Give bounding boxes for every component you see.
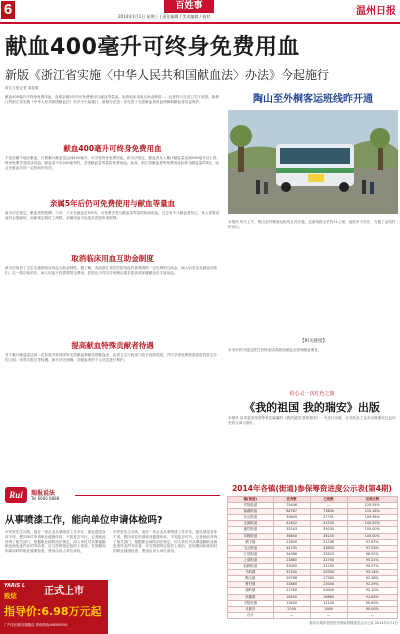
ruibao-logo: Rui bao: [5, 487, 27, 503]
table-cell: 21760: [273, 588, 310, 594]
table-cell: —: [347, 612, 397, 618]
table-cell: 97.87%: [347, 539, 397, 545]
table-cell: 东山街道: [228, 515, 274, 521]
table-title: 2014年各镇(街道)参保筹资进度公示表(第4期): [232, 484, 392, 493]
table-cell: 马屿镇: [228, 570, 274, 576]
table-cell: 109.58%: [347, 515, 397, 521]
table-cell: 93.14%: [347, 570, 397, 576]
career-body-right: 市民张先生反映，他在一家企业从事喷漆工作多年，最近感觉身体不适，想向单位申请职业健康体检，不知是否可行。记者就此咨询了相关部门，根据职业病防治法规定，用人单位对从事接触职业病危害作业的劳动者，应当按照规定组织上岗前、在岗期间和离岗时的职业健康检查，费用由用人单位承担。: [113, 530, 218, 554]
table-cell: 31500: [273, 570, 310, 576]
table-cell: 90.00%: [347, 606, 397, 612]
main-headline: 献血400毫升可终身免费用血: [5, 35, 300, 60]
ruibao-title: 瑞报说法: [31, 490, 56, 497]
table-cell: 安阳街道: [228, 503, 274, 509]
table-cell: 18400: [273, 594, 310, 600]
table-cell: 北麂乡: [228, 606, 274, 612]
section-body: 新办法取消了过去实施的临床用血互助金制度。据了解，此前浙江省在医院用血时需要缴纳一定比例的互助金，病人如有亲友献血可抵扣。这一做法取消后，病人用血不再需要预交费用，医院也不得以任何理由要求患者或家属献血后才能用血。: [5, 266, 218, 275]
table-cell: 30649: [273, 515, 310, 521]
masthead-logo: 温州日报: [356, 6, 396, 17]
gift-kicker: 给心灵一次红色之旅: [289, 391, 335, 397]
table-cell: 36840: [273, 533, 310, 539]
ad-launch: 正式上市: [44, 586, 84, 597]
page-number: 6: [1, 1, 15, 19]
table-cell: 12140: [310, 600, 347, 606]
ruibao-banner: [5, 487, 220, 516]
enrollment-table: [227, 496, 398, 619]
ad-model: YARiS L: [4, 583, 26, 589]
table-cell: 平阳坑镇: [228, 600, 274, 606]
table-cell: 27791: [310, 515, 347, 521]
table-cell: 35030: [310, 527, 347, 533]
section-title: 提高献血特殊贡献者待遇: [71, 341, 154, 350]
table-cell: 21800: [273, 539, 310, 545]
table-cell: 上望街道: [228, 557, 274, 563]
table-cell: 23880: [273, 582, 310, 588]
page-header: [0, 0, 400, 22]
lead-paragraph: 献血400毫升可终身免费用血，直系亲属5年内可免费使用与献血等量血。取消临床用血互助金制度……记者昨天从省卫生厅获悉，新修订的浙江省实施《中华人民共和国献血法》办法今天起施行，新版办法进一步完善了无偿献血者用血保障和献血者权益保护。: [5, 95, 219, 104]
table-cell: 陶山镇: [228, 576, 274, 582]
ad-brand: 致炫: [4, 592, 17, 600]
table-cell: 20040: [310, 588, 347, 594]
table-cell: 92.10%: [347, 588, 397, 594]
table-cell: 2200: [273, 606, 310, 612]
table-cell: 41602: [273, 521, 310, 527]
header-cell: 已收数: [310, 497, 347, 503]
ad-dealer: 广汽丰田瑞安瑞隆店 咨询热线:66005555: [4, 623, 68, 627]
column-badge: 百姓事: [164, 0, 214, 13]
table-cell: 合计: [228, 612, 274, 618]
table-cell: 34586: [273, 551, 310, 557]
table-cell: 16860: [310, 594, 347, 600]
table-cell: —: [273, 612, 310, 618]
table-cell: 75406: [273, 503, 310, 509]
table-cell: 曹村镇: [228, 582, 274, 588]
section-body: 对于累计献血量达到一定标准并获得国家无偿献血奉献奖的献血者，由省卫生行政部门给予表彰奖励，并可享受免费游览政府投资主办的公园、风景名胜区等待遇。新办法还明确，对献血者的个人信息进行保护。: [5, 353, 218, 362]
table-cell: 22740: [310, 557, 347, 563]
section-title: 取消临床用血互助金制度: [71, 254, 154, 263]
related-link-text: 本市市民可通过拨打热线电话或到各献血点咨询献血事宜。: [228, 348, 322, 352]
table-cell: 95.22%: [347, 557, 397, 563]
gift-headline: 《我的祖国 我的瑞安》出版: [244, 401, 380, 414]
section-body: 不论在哪个地区献血，只要累计献血量达到400毫升，可享受终身免费用血。新办法规定，献血者本人累计献血量达到400毫升以上的，终身免费享受临床用血；献血量不足400毫升的，享受献血量等量的免费用血。此前，浙江省献血者的免费用血标准为献血量的3倍，而且在献血后的一定时间内有效。: [5, 156, 220, 170]
banner-rule: [75, 495, 220, 496]
table-cell: 125.55%: [347, 503, 397, 509]
table-cell: 100.00%: [347, 527, 397, 533]
table-cell: 73830: [310, 509, 347, 515]
table-cell: 21336: [310, 539, 347, 545]
table-cell: 36140: [310, 533, 347, 539]
table-cell: 27560: [310, 576, 347, 582]
table-cell: 1980: [310, 606, 347, 612]
table-cell: 29340: [310, 570, 347, 576]
table-cell: 31250: [310, 564, 347, 570]
table-cell: 90.60%: [347, 600, 397, 606]
table-cell: 35243: [273, 527, 310, 533]
table-cell: 湖岭镇: [228, 588, 274, 594]
table-cell: 飞云街道: [228, 545, 274, 551]
table-cell: 115.16%: [347, 509, 397, 515]
table-cell: 84787: [273, 509, 310, 515]
career-headline: 从事喷漆工作，能向单位申请体检吗?: [5, 515, 163, 526]
table-cell: 92.29%: [347, 582, 397, 588]
header-cell: 任务数: [273, 497, 310, 503]
section-title: 亲属5年后仍可免费使用与献血等量血: [49, 199, 176, 208]
photo-story-title: 陶山至外桐客运班线昨开通: [253, 94, 373, 105]
table-cell: 29768: [273, 576, 310, 582]
table-cell: 汀田街道: [228, 551, 274, 557]
table-cell: 33045: [273, 564, 310, 570]
table-cell: —: [310, 612, 347, 618]
section-body: 新办法还规定，献血者的配偶、父母、子女在献血后5年内，可免费享受与献血量等量的临床用血。过去有不少献血者担心，家人需要用血时会很麻烦，而新规定简化了流程，亲属用血可直接在医院申请报销。: [5, 211, 220, 220]
table-cell: 44705: [273, 545, 310, 551]
car-advertisement[interactable]: [0, 580, 108, 634]
table-cell: 玉海街道: [228, 521, 274, 527]
table-cell: 43600: [310, 545, 347, 551]
table-cell: 13400: [273, 600, 310, 606]
section-title: 献血400毫升可终身免费用血: [63, 144, 162, 153]
header-divider: [0, 22, 400, 24]
ruibao-tel: Tel 6666 6888: [31, 496, 60, 501]
table-cell: —: [310, 503, 347, 509]
table-row: [228, 612, 398, 618]
table-cell: 仙降街道: [228, 564, 274, 570]
table-cell: 96.92%: [347, 551, 397, 557]
header-cell: 镇(街道): [228, 497, 274, 503]
table-cell: 潘岱街道: [228, 527, 274, 533]
table-cell: 锦湖街道: [228, 509, 274, 515]
photo-caption: 本报讯 昨天上午，陶山至外桐客运班线正式开通，这条线路全长约11公里，途经多个村庄，方便了沿线村民出行。: [228, 220, 396, 229]
table-cell: 100.00%: [347, 533, 397, 539]
sub-headline: 新版《浙江省实施〈中华人民共和国献血法〉办法》今起施行: [5, 68, 330, 82]
bus-photo: [228, 110, 398, 214]
table-cell: 100.00%: [347, 521, 397, 527]
table-cell: 33520: [310, 551, 347, 557]
gift-body: 本报讯 由市委宣传部等单位编纂的《我的祖国 我的瑞安》一书近日出版，全书收录了众多反映瑞安红色历史的文章与图片。: [228, 416, 396, 425]
table-cell: 22040: [310, 582, 347, 588]
table-cell: 41530: [310, 521, 347, 527]
table-cell: 92.58%: [347, 576, 397, 582]
table-cell: 塘下镇: [228, 539, 274, 545]
table-footer: 瑞安市城乡居民医疗保险管理委员会办公室 2014年1月1日: [309, 621, 398, 625]
byline: 浙江日报记者 周显明: [5, 86, 39, 90]
table-cell: 94.57%: [347, 564, 397, 570]
table-cell: 23880: [273, 557, 310, 563]
table-cell: 91.63%: [347, 594, 397, 600]
table-cell: 97.53%: [347, 545, 397, 551]
table-cell: 高楼镇: [228, 594, 274, 600]
header-cell: 完成比例: [347, 497, 397, 503]
table-cell: 莘塍街道: [228, 533, 274, 539]
related-link-title: 【相关链接】: [300, 339, 327, 344]
career-body-left: 市民张先生反映，他在一家企业从事喷漆工作多年，最近感觉身体不适，想向单位申请职业健康体检，不知是否可行。记者就此咨询了相关部门，根据职业病防治法规定，用人单位对从事接触职业病危害作业的劳动者，应当按照规定组织上岗前、在岗期间和离岗时的职业健康检查，费用由用人单位承担。: [5, 530, 106, 554]
dateline: 2014年1月1日 星期三 | 责任编辑 / 美术编辑 / 校对: [118, 14, 211, 19]
ad-price: 指导价:6.98万元起: [4, 605, 102, 618]
